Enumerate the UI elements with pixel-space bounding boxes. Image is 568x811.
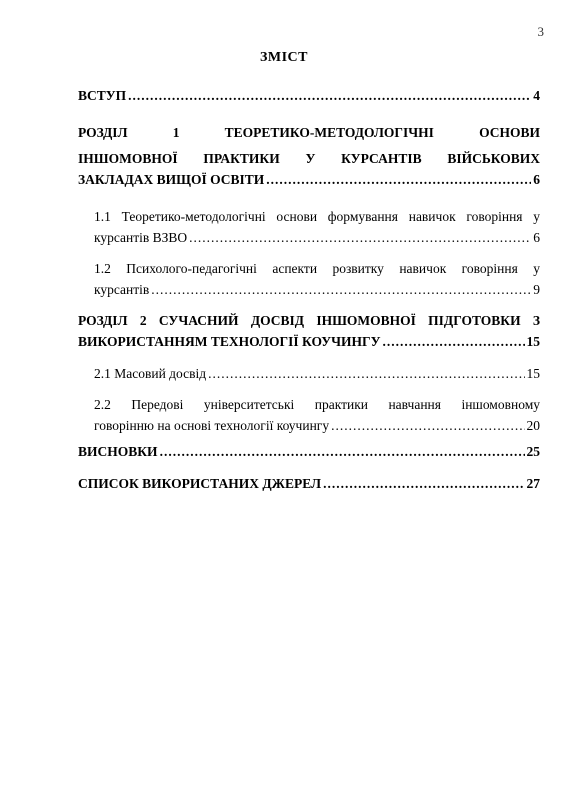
toc-entry-section-1-2-line-1: 1.2 Психолого-педагогічні аспекти розвитку навичок говоріння у <box>94 261 540 276</box>
toc-page-number: 4 <box>533 88 540 103</box>
leader-dots <box>323 476 524 492</box>
leader-dots <box>189 230 531 246</box>
toc-entry-chapter-2 <box>78 334 540 360</box>
leader-dots <box>331 418 524 434</box>
toc-entry-label: ВИКОРИСТАННЯМ ТЕХНОЛОГІЇ КОУЧИНГУ <box>78 334 381 349</box>
toc-entry-section-2-2-line-1: 2.2 Передові університетські практики навчання іншомовному <box>94 397 540 412</box>
leader-dots <box>383 334 525 350</box>
toc-entry-chapter-2-line-1: РОЗДІЛ 2 СУЧАСНИЙ ДОСВІД ІНШОМОВНОЇ ПІДГОТОВКИ З <box>78 313 540 328</box>
toc-entry-label: 2.1 Масовий досвід <box>94 366 207 381</box>
toc-page-number: 15 <box>526 366 540 381</box>
toc-entry-section-2-2 <box>78 418 540 444</box>
leader-dots <box>208 366 524 382</box>
toc-entry-chapter-1 <box>78 172 540 198</box>
toc-entry-section-2-1 <box>78 366 540 392</box>
toc-entry-label: ЗАКЛАДАХ ВИЩОЇ ОСВІТИ <box>78 172 265 187</box>
toc-entry-label: СПИСОК ВИКОРИСТАНИХ ДЖЕРЕЛ <box>78 476 322 491</box>
toc-entry-section-1-2 <box>78 282 540 308</box>
toc-page-number: 6 <box>533 230 540 245</box>
toc-entry-label: говорінню на основі технології коучингу <box>94 418 330 433</box>
toc-entry-chapter-1-line-1: РОЗДІЛ 1 ТЕОРЕТИКО-МЕТОДОЛОГІЧНІ ОСНОВИ <box>78 125 540 140</box>
toc-entry-section-1-1 <box>78 230 540 256</box>
toc-page-number: 27 <box>526 476 540 491</box>
toc-entry-references <box>78 476 540 502</box>
toc-entry-label: курсантів ВЗВО <box>94 230 188 245</box>
toc-entry-conclusions <box>78 444 540 470</box>
table-of-contents <box>78 88 540 502</box>
toc-page-number: 9 <box>533 282 540 297</box>
leader-dots <box>151 282 531 298</box>
toc-page-number: 15 <box>526 334 540 349</box>
leader-dots <box>266 172 531 188</box>
toc-entry-label: ВСТУП <box>78 88 127 103</box>
page-title: ЗМІСТ <box>260 50 308 65</box>
toc-page-number: 20 <box>526 418 540 433</box>
toc-page-number: 6 <box>533 172 540 187</box>
leader-dots <box>128 88 531 104</box>
toc-entry-intro <box>78 88 540 114</box>
page-number: 3 <box>537 24 544 39</box>
toc-entry-label: курсантів <box>94 282 150 297</box>
toc-entry-section-1-1-line-1: 1.1 Теоретико-методологічні основи формування навичок говоріння у <box>94 209 540 224</box>
toc-page-number: 25 <box>526 444 540 459</box>
leader-dots <box>160 444 525 460</box>
toc-entry-chapter-1-line-2: ІНШОМОВНОЇ ПРАКТИКИ У КУРСАНТІВ ВІЙСЬКОВИХ <box>78 151 540 166</box>
toc-entry-label: ВИСНОВКИ <box>78 444 158 459</box>
